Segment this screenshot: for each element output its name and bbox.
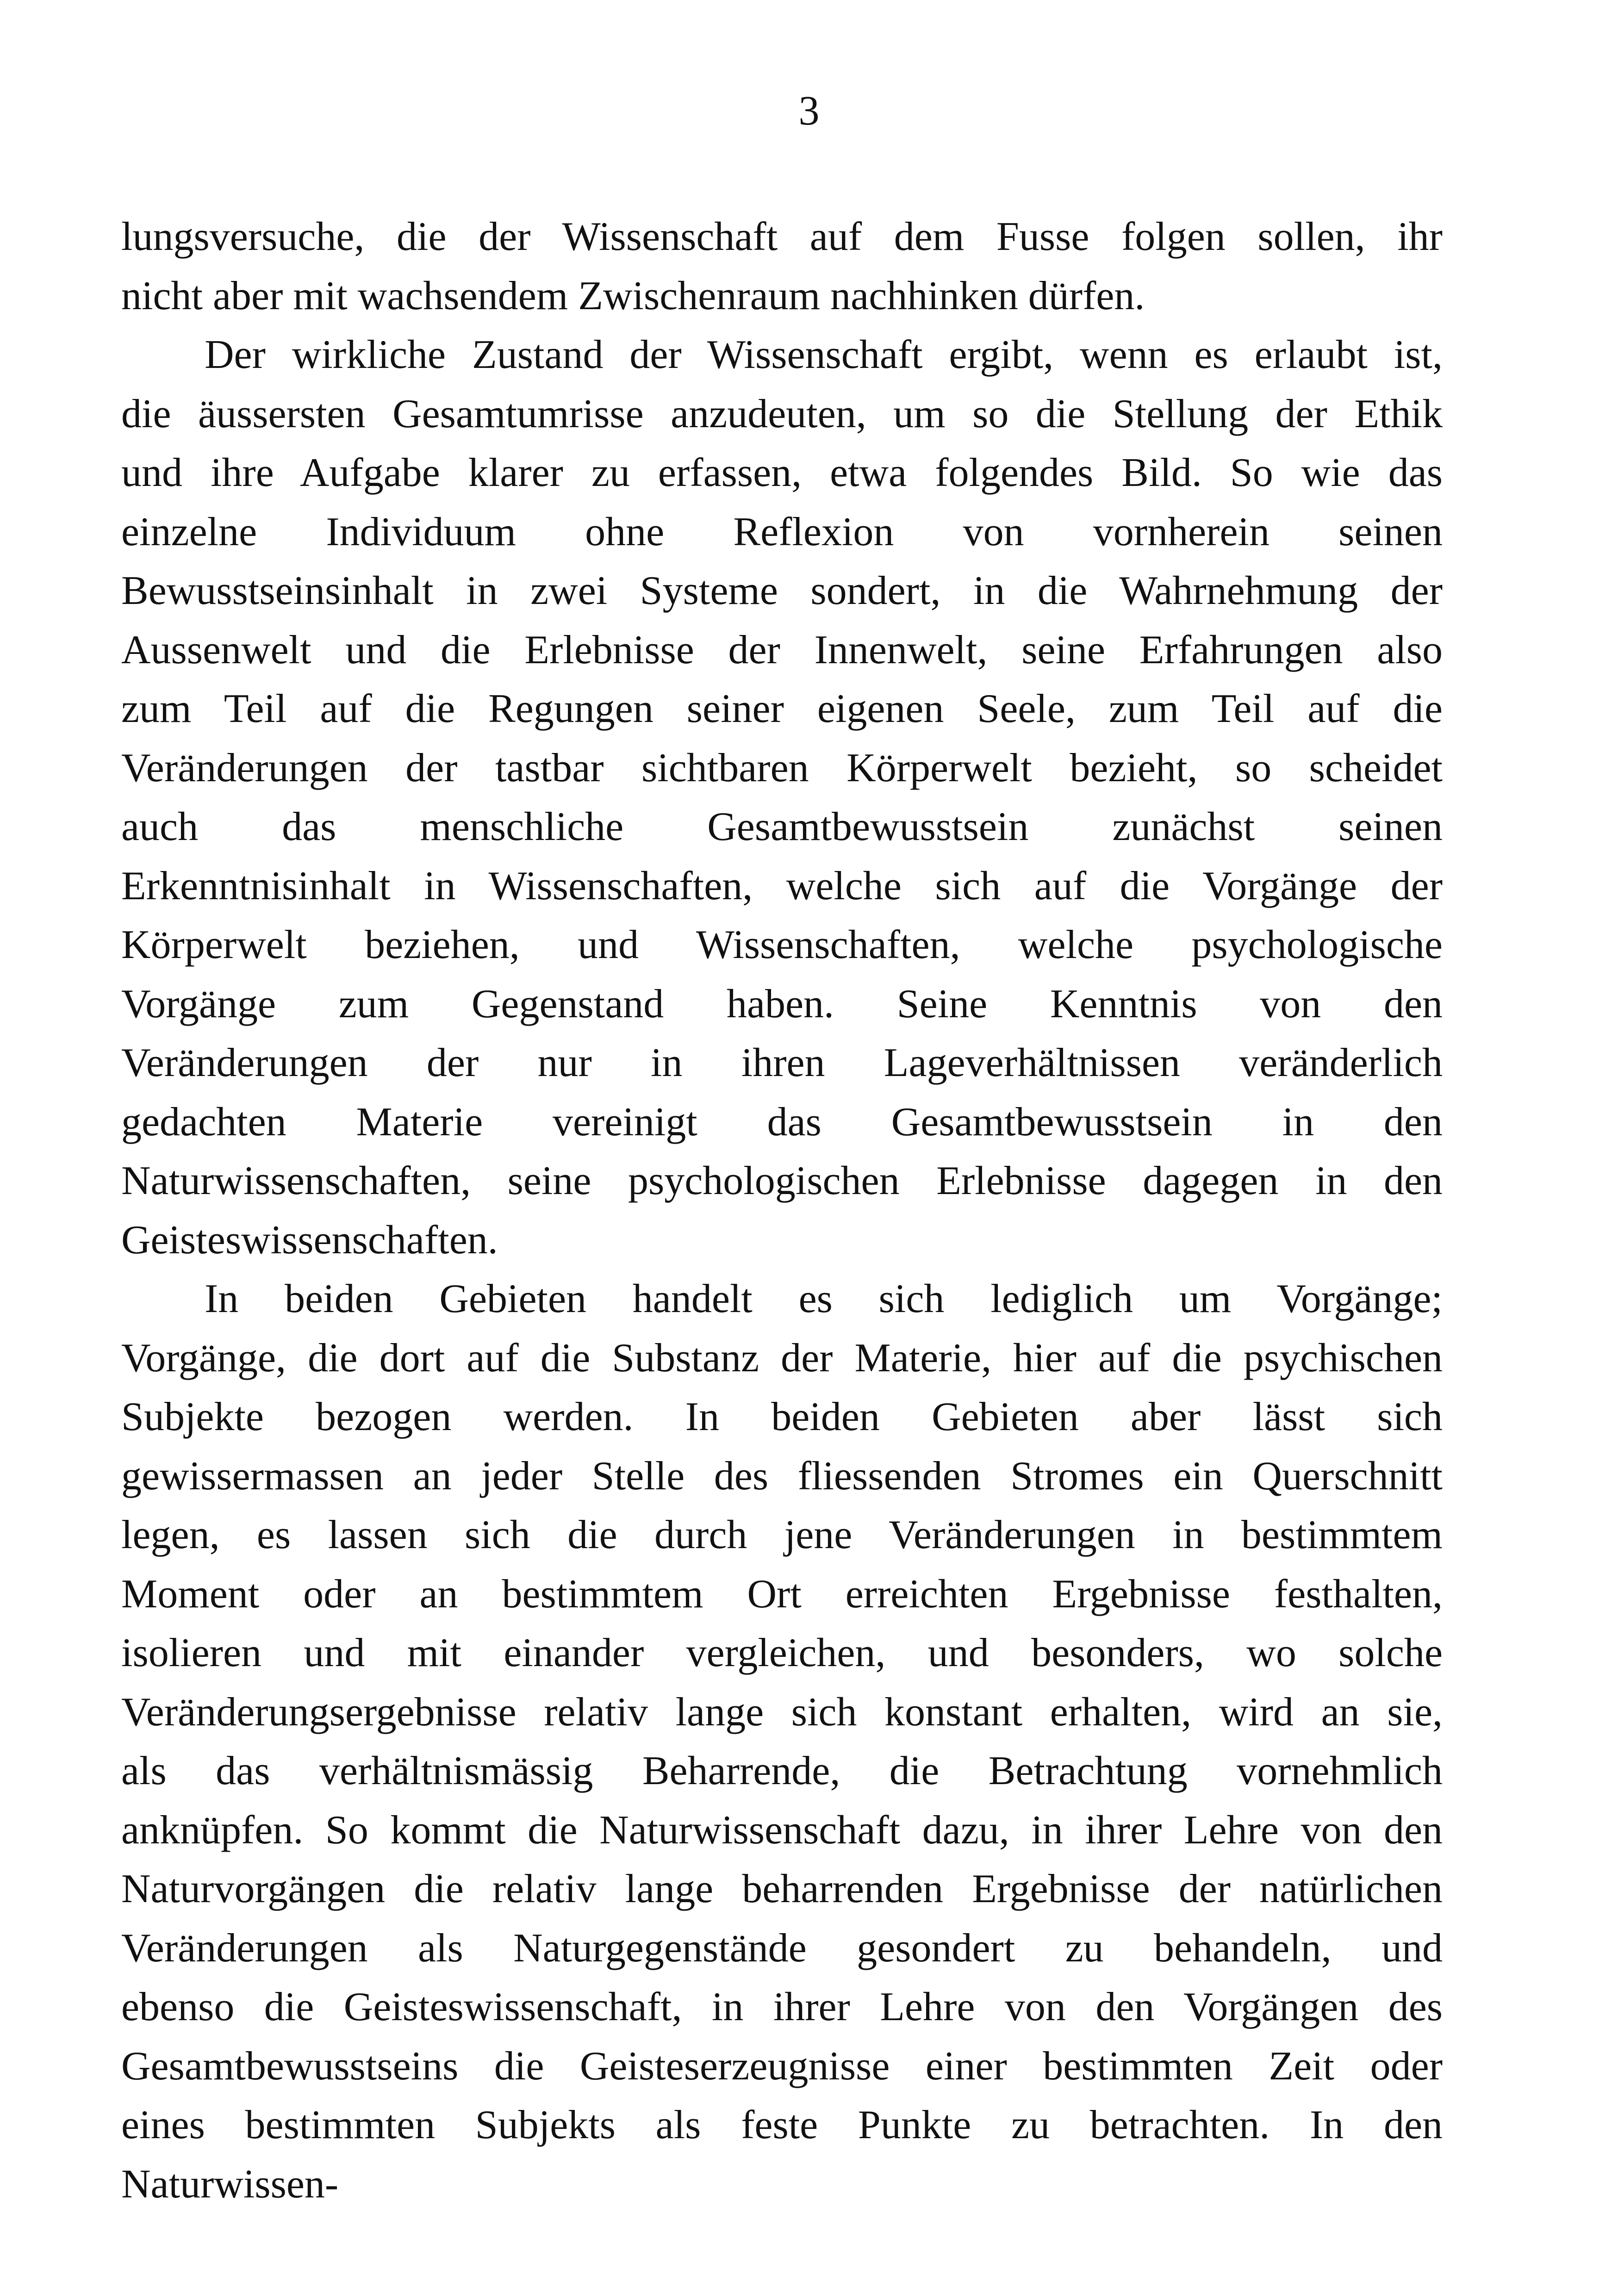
text-line: Vorgänge, die dort auf die Substanz der Materie, hier auf die psychischen <box>121 1335 1443 1381</box>
text-line: Geisteswissenschaften. <box>121 1217 498 1263</box>
text-line: Naturvorgängen die relativ lange beharrenden Ergebnisse der natürlichen <box>121 1867 1443 1911</box>
text-line: Veränderungen als Naturgegenstände gesondert zu behandeln, und <box>121 1925 1443 1971</box>
paragraph-zustand <box>121 325 1443 1269</box>
text-line: gewissermassen an jeder Stelle des fliessenden Stromes ein Querschnitt <box>121 1453 1443 1499</box>
text-line: einzelne Individuum ohne Reflexion von vornherein seinen <box>121 509 1443 554</box>
text-line: Bewusstseinsinhalt in zwei Systeme sondert, in die Wahrnehmung der <box>121 568 1443 613</box>
text-line: Erkenntnisinhalt in Wissenschaften, welche sich auf die Vorgänge der <box>121 863 1443 908</box>
text-line: Naturwissenschaften, seine psychologischen Erlebnisse dagegen in den <box>121 1158 1443 1203</box>
text-line: Gesamtbewusstseins die Geisteserzeugnisse einer bestimmten Zeit oder <box>121 2043 1443 2089</box>
text-line: Aussenwelt und die Erlebnisse der Innenwelt, seine Erfahrungen also <box>121 627 1443 672</box>
body-text <box>121 207 1443 2214</box>
page-number: 3 <box>798 88 820 134</box>
text-line: nicht aber mit wachsendem Zwischenraum nachhinken dürfen. <box>121 273 1145 318</box>
text-line: Naturwissen- <box>121 2161 339 2207</box>
text-line: als das verhältnismässig Beharrende, die Betrachtung vornehmlich <box>121 1748 1443 1793</box>
text-line: Vorgänge zum Gegenstand haben. Seine Kenntnis von den <box>121 981 1443 1027</box>
text-line: Der wirkliche Zustand der Wissenschaft ergibt, wenn es erlaubt ist, <box>205 332 1443 377</box>
text-line: isolieren und mit einander vergleichen, und besonders, wo solche <box>121 1630 1443 1675</box>
text-line: die äussersten Gesamtumrisse anzudeuten, um so die Stellung der Ethik <box>121 391 1443 436</box>
text-line: In beiden Gebieten handelt es sich lediglich um Vorgänge; <box>205 1276 1443 1321</box>
text-line: anknüpfen. So kommt die Naturwissenschaft dazu, in ihrer Lehre von den <box>121 1807 1443 1853</box>
text-line: legen, es lassen sich die durch jene Veränderungen in bestimmtem <box>121 1512 1443 1557</box>
text-line: Subjekte bezogen werden. In beiden Gebieten aber lässt sich <box>121 1394 1443 1439</box>
text-line: Moment oder an bestimmtem Ort erreichten Ergebnisse festhalten, <box>121 1571 1443 1617</box>
text-line: gedachten Materie vereinigt das Gesamtbewusstsein in den <box>121 1099 1443 1145</box>
paragraph-continuation <box>121 207 1443 325</box>
text-line: ebenso die Geisteswissenschaft, in ihrer Lehre von den Vorgängen des <box>121 1985 1443 2029</box>
text-line: eines bestimmten Subjekts als feste Punkte zu betrachten. In den <box>121 2103 1443 2147</box>
text-line: zum Teil auf die Regungen seiner eigenen Seele, zum Teil auf die <box>121 686 1443 731</box>
text-line: Veränderungsergebnisse relativ lange sich konstant erhalten, wird an sie, <box>121 1689 1443 1735</box>
paragraph-gebiete <box>121 1269 1443 2214</box>
text-line: lungsversuche, die der Wissenschaft auf dem Fusse folgen sollen, ihr <box>121 214 1443 259</box>
text-line: Veränderungen der nur in ihren Lageverhältnissen veränderlich <box>121 1040 1443 1085</box>
text-line: Veränderungen der tastbar sichtbaren Körperwelt bezieht, so scheidet <box>121 745 1443 790</box>
text-line: auch das menschliche Gesamtbewusstsein zunächst seinen <box>121 804 1443 849</box>
text-line: und ihre Aufgabe klarer zu erfassen, etwa folgendes Bild. So wie das <box>121 450 1443 495</box>
text-line: Körperwelt beziehen, und Wissenschaften, welche psychologische <box>121 922 1443 967</box>
